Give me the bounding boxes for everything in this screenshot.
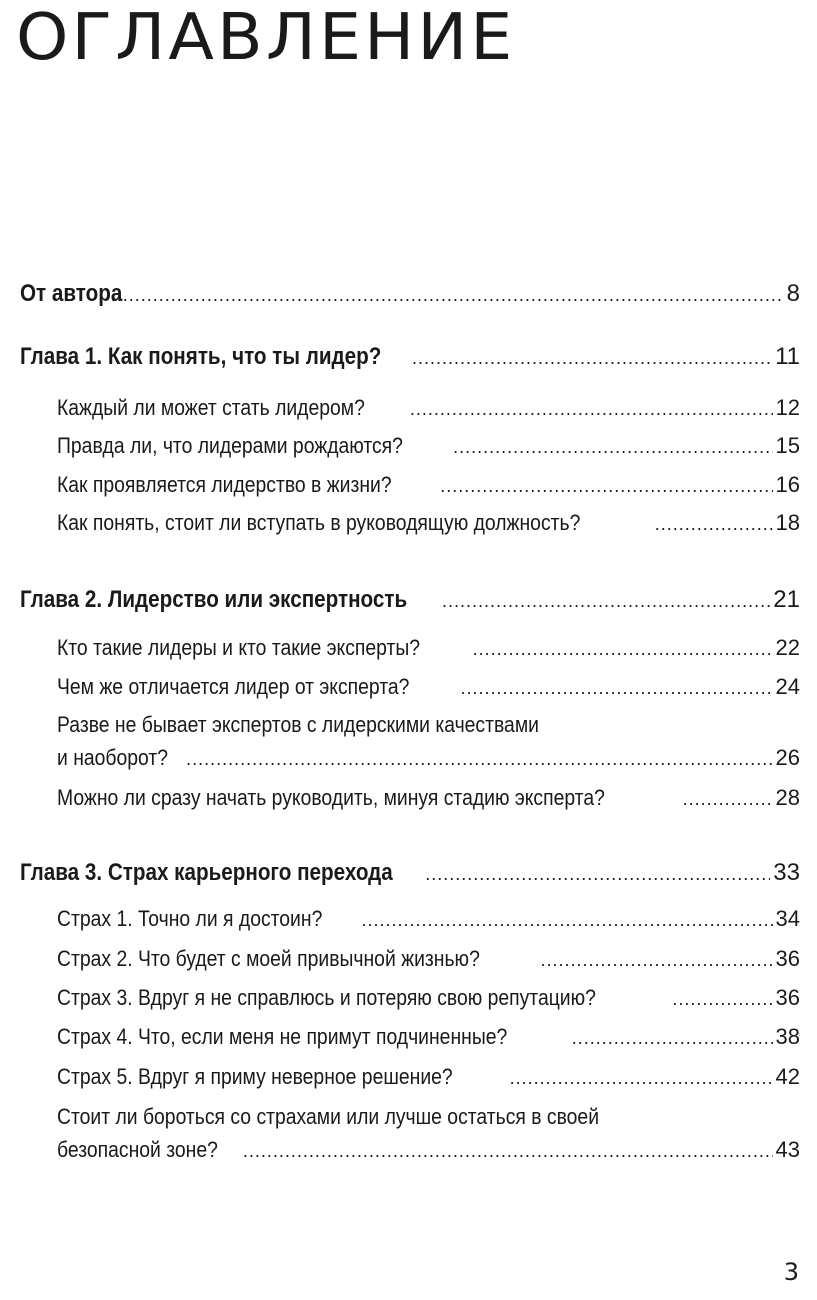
toc-entry[interactable] [57, 433, 800, 459]
toc-entry-page: 11 [775, 343, 800, 370]
toc-entry[interactable] [57, 985, 800, 1011]
leader-dots [672, 989, 772, 1010]
toc-entry-page: 24 [775, 674, 800, 699]
toc-entry-page: 43 [775, 1137, 800, 1162]
toc-entry[interactable] [57, 785, 800, 811]
toc-entry[interactable] [57, 1137, 800, 1163]
leader-dots [572, 1028, 773, 1049]
toc-entry-label: Как проявляется лидерство в жизни? [57, 472, 392, 497]
leader-dots [111, 285, 784, 306]
toc-entry-label-line1: Разве не бывает экспертов с лидерскими качествами [57, 712, 539, 737]
toc-entry-label: Глава 1. Как понять, что ты лидер? [20, 343, 382, 370]
toc-entry-page: 42 [775, 1064, 800, 1089]
toc-entry[interactable] [57, 674, 800, 700]
leader-dots [243, 1141, 773, 1162]
toc-chapter-1[interactable] [20, 343, 800, 371]
toc-entry[interactable] [57, 946, 800, 972]
toc-entry-page: 34 [775, 906, 800, 931]
leader-dots [425, 864, 770, 885]
leader-dots [541, 950, 773, 971]
leader-dots [473, 639, 773, 660]
page-title: ОГЛАВЛЕНИЕ [16, 1, 516, 75]
toc-entry-page: 36 [775, 946, 800, 971]
leader-dots [655, 514, 773, 535]
toc-entry-page: 18 [775, 510, 800, 535]
toc-entry-page: 38 [775, 1024, 800, 1049]
leader-dots [440, 476, 772, 497]
toc-entry-page: 21 [773, 586, 800, 613]
toc-entry[interactable] [57, 472, 800, 498]
page-number: 3 [783, 1258, 799, 1286]
toc-entry-label: Страх 3. Вдруг я не справлюсь и потеряю свою репутацию? [57, 985, 596, 1010]
toc-entry-label: От автора [20, 280, 123, 307]
toc-entry-label: Правда ли, что лидерами рождаются? [57, 433, 403, 458]
toc-entry[interactable] [57, 906, 800, 932]
toc-entry[interactable] [57, 395, 800, 421]
toc-entry-author[interactable] [20, 280, 800, 308]
toc-entry-label: Как понять, стоит ли вступать в руководящую должность? [57, 510, 581, 535]
toc-chapter-3[interactable] [20, 859, 800, 887]
toc-entry-label: Страх 4. Что, если меня не примут подчиненные? [57, 1024, 508, 1049]
toc-entry-label: и наоборот? [57, 745, 169, 770]
toc-entry-label: Страх 2. Что будет с моей привычной жизнью? [57, 946, 480, 971]
toc-entry-label: Можно ли сразу начать руководить, минуя стадию эксперта? [57, 785, 605, 810]
toc-entry-label: безопасной зоне? [57, 1137, 218, 1162]
toc-entry-page: 22 [775, 635, 800, 660]
toc-entry-label: Кто такие лидеры и кто такие эксперты? [57, 635, 421, 660]
toc-chapter-2[interactable] [20, 586, 800, 614]
toc-entry-page: 33 [773, 859, 800, 886]
toc-entry-page: 16 [775, 472, 800, 497]
toc-entry-page: 28 [775, 785, 800, 810]
leader-dots [442, 591, 770, 612]
toc-entry-page: 8 [786, 280, 800, 307]
toc-entry-label: Страх 1. Точно ли я достоин? [57, 906, 323, 931]
toc-entry[interactable] [57, 510, 800, 536]
leader-dots [362, 910, 773, 931]
toc-entry-label: Чем же отличается лидер от эксперта? [57, 674, 410, 699]
toc-entry-label: Глава 3. Страх карьерного перехода [20, 859, 393, 886]
leader-dots [186, 749, 772, 770]
toc-entry-label: Каждый ли может стать лидером? [57, 395, 365, 420]
leader-dots [410, 399, 773, 420]
leader-dots [412, 348, 772, 369]
toc-entry-page: 36 [775, 985, 800, 1010]
toc-entry[interactable] [57, 635, 800, 661]
leader-dots [510, 1068, 773, 1089]
toc-entry[interactable] [57, 1024, 800, 1050]
leader-dots [683, 789, 773, 810]
toc-entry-label-line1: Стоит ли бороться со страхами или лучше остаться в своей [57, 1104, 600, 1129]
leader-dots [453, 437, 772, 458]
toc-entry-label: Глава 2. Лидерство или экспертность [20, 586, 408, 613]
toc-entry[interactable] [57, 1064, 800, 1090]
toc-entry[interactable] [57, 745, 800, 771]
toc-entry-label: Страх 5. Вдруг я приму неверное решение? [57, 1064, 453, 1089]
toc-entry-page: 26 [775, 745, 800, 770]
toc-entry-page: 12 [775, 395, 800, 420]
toc-entry-page: 15 [775, 433, 800, 458]
leader-dots [461, 678, 773, 699]
